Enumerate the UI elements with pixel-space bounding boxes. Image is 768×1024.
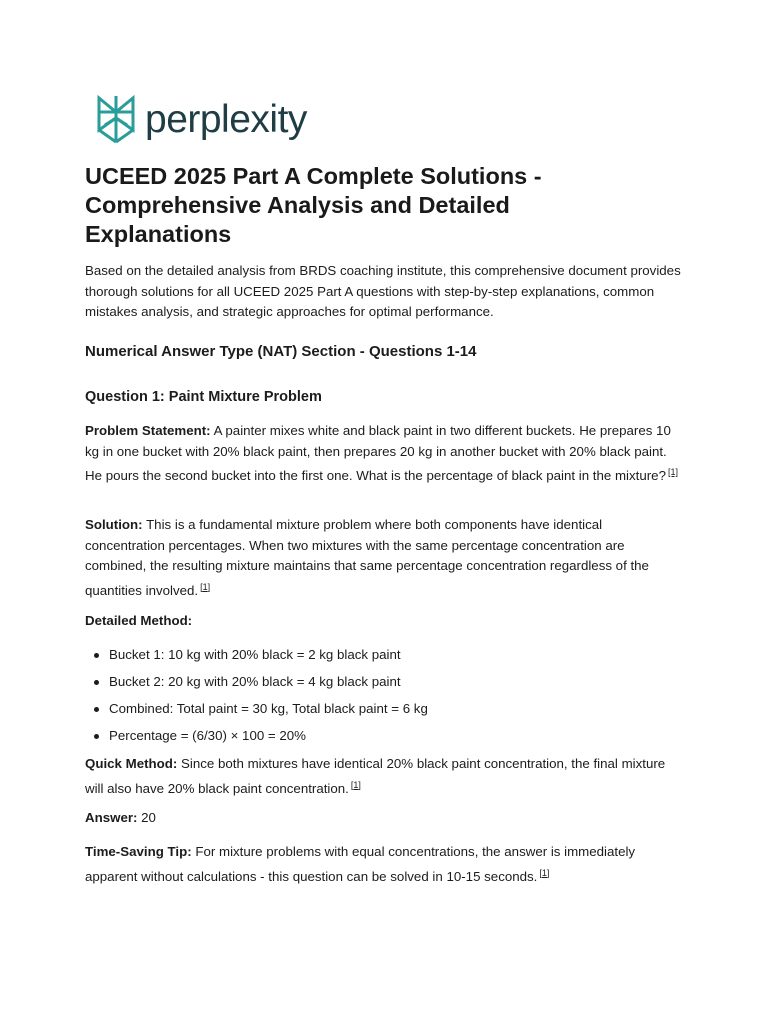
solution-text: This is a fundamental mixture problem where both components have identical concentration percentages. When two mixtures with the same percentage concentration are combined, the resulting mixture maintains that same percentage concentration regardless of the quantities involved.	[85, 517, 649, 598]
section-heading: Numerical Answer Type (NAT) Section - Questions 1-14	[85, 343, 477, 360]
answer-value: 20	[137, 810, 156, 825]
document-title: UCEED 2025 Part A Complete Solutions - Comprehensive Analysis and Detailed Explanations	[85, 163, 542, 247]
method-label: Detailed Method:	[85, 613, 193, 628]
solution-paragraph	[85, 515, 685, 601]
citation-link[interactable]: [1]	[350, 779, 361, 790]
citation-link[interactable]: [1]	[200, 581, 211, 592]
answer-label: Answer:	[85, 810, 138, 825]
brand-name: perplexity	[145, 97, 307, 141]
solution-label: Solution:	[85, 517, 143, 532]
problem-text: A painter mixes white and black paint in two different buckets. He prepares 10 kg in one bucket with 20% black paint, then prepares 20 kg in another bucket with 20% black paint. He pours the second bucket into the first one. What is the percentage of black paint in the mixture?	[85, 423, 671, 483]
problem-label: Problem Statement:	[85, 423, 211, 438]
list-item: Combined: Total paint = 30 kg, Total black paint = 6 kg	[109, 699, 428, 720]
list-item: Percentage = (6/30) × 100 = 20%	[109, 726, 428, 747]
question-heading: Question 1: Paint Mixture Problem	[85, 389, 322, 405]
tip-text: For mixture problems with equal concentrations, the answer is immediately apparent without calculations - this question can be solved in 10-15 seconds.	[85, 844, 636, 884]
quick-method-paragraph	[85, 754, 685, 799]
list-item: Bucket 2: 20 kg with 20% black = 4 kg black paint	[109, 672, 428, 693]
tip-label: Time-Saving Tip:	[85, 844, 192, 859]
list-item: Bucket 1: 10 kg with 20% black = 2 kg black paint	[109, 645, 428, 666]
citation-link[interactable]: [1]	[539, 867, 550, 878]
method-heading	[85, 611, 685, 632]
quick-method-label: Quick Method:	[85, 756, 178, 771]
problem-statement	[85, 421, 685, 487]
quick-method-text: Since both mixtures have identical 20% black paint concentration, the final mixture will also have 20% black paint concentration.	[85, 756, 666, 796]
perplexity-logo	[95, 94, 307, 144]
tip-paragraph	[85, 842, 685, 887]
intro-paragraph: Based on the detailed analysis from BRDS coaching institute, this comprehensive document provides thorough solutions for all UCEED 2025 Part A questions with step-by-step explanations, common mistakes analysis, and strategic approaches for optimal performance.	[85, 263, 681, 319]
citation-link[interactable]: [1]	[667, 467, 678, 477]
perplexity-logo-icon	[95, 94, 137, 144]
method-list	[85, 645, 428, 753]
answer-paragraph	[85, 808, 685, 829]
